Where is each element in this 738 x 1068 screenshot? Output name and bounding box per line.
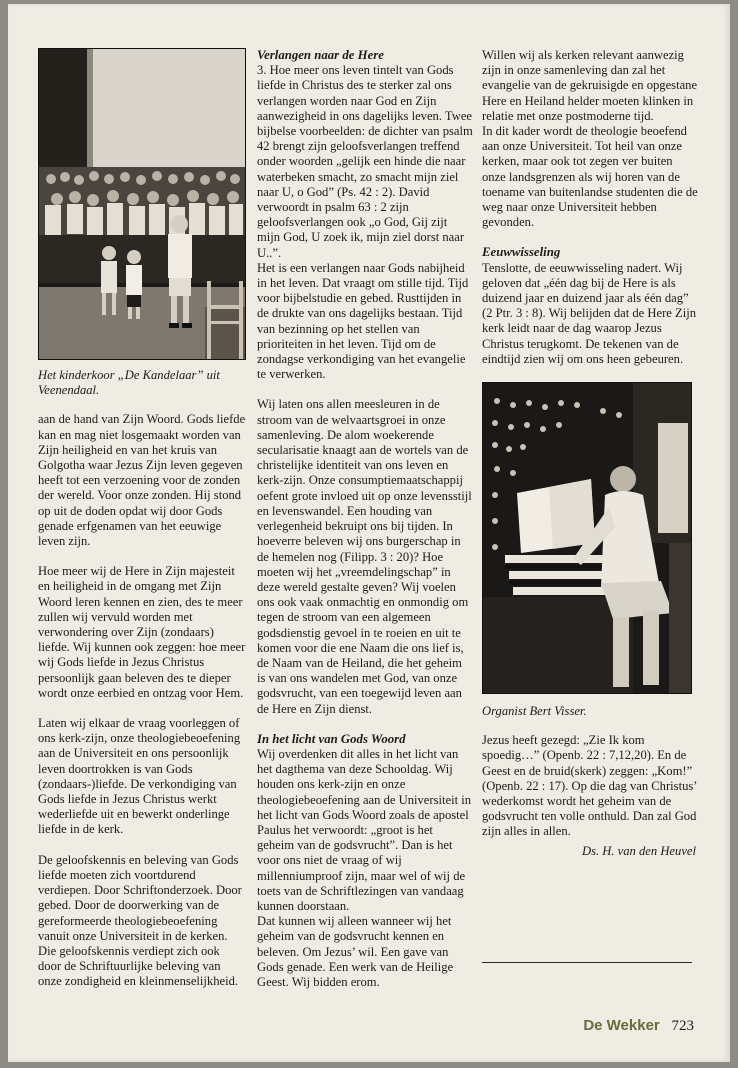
paragraph: Dat kunnen wij alleen wanneer wij het geheim van de godsvrucht kennen en beleven. Om Jezus’ wil. Een gave van Gods genade. Een werk van de Heilige Geest. Wij bidden erom.	[257, 914, 454, 989]
paragraph: Laten wij elkaar de vraag voorleggen of ons kerk-zijn, onze theologiebeoefening aan de Universiteit en ons persoonlijk leven doortrokken is van Gods (zondaars-)liefde. De verkondiging van Gods liefde in Jezus Christus werkt wederliefde uit en bewerkt onderlinge liefde in de kerk.	[38, 716, 241, 837]
choir-photo-image	[39, 49, 245, 359]
column-3	[482, 48, 698, 859]
section-heading: Verlangen naar de Here	[257, 48, 384, 62]
column-1	[38, 48, 246, 1005]
organist-photo-caption: Organist Bert Visser.	[482, 704, 587, 719]
paragraph: Jezus heeft gezegd: „Zie Ik kom spoedig…” (Openb. 22 : 7,12,20). En de Geest en de bruid(skerk) zeggen: „Kom!” (Openb. 22 : 17). Op die dag van Christus’ wederkomst wordt het geheim van de godsvrucht ten volle onthuld. Dan zal God zijn alles in allen.	[482, 733, 697, 839]
paragraph: Het is een verlangen naar Gods nabijheid in het leven. Dat vraagt om stille tijd. Tijd voor bijbelstudie en gebed. Rusttijden in de drukte van ons dagelijks bestaan. Tijd van bezinning op het stellen van prioriteiten in het leven. Tijd om de zondagse verkondiging van het evangelie te verwerken.	[257, 260, 469, 382]
magazine-page	[8, 4, 730, 1062]
paragraph: Wij laten ons allen meesleuren in de stroom van de welvaartsgroei in onze samenleving. De alom woekerende secularisatie knaagt aan de wortels van de christelijke identiteit van ons leven en kerk-zijn. Onze consumptiemaatschappij oefent grote invloed uit op onze levensstijl en levenswandel. Een houding van verlegenheid bekruipt ons bij tijden. In hoeverre beleven wij ons burgerschap in de hemelen nog (Filipp. 3 : 20)? Hoe moeten wij het „vreemdelingschap” in deze wereld gestalte geven? Wij voelen ons ook vaak onmachtig en onmondig om tegen de stroom van een algemeen godsdienstig gevoel in te roeien en uit te komen voor die ene Naam die ons lief is, de Naam van de Heiland, die het geheim is van ons wandelen met God, van onze godsvrucht, van een toegewijd leven aan de Here en Zijn dienst.	[257, 397, 472, 716]
paragraph: Willen wij als kerken relevant aanwezig zijn in onze samenleving dan zal het evangelie van de gekruisigde en opgestane Here en Heiland helder moeten klinken in relatie met onze postmoderne tijd.	[482, 48, 698, 123]
organist-photo	[482, 382, 692, 694]
page-footer	[583, 1017, 694, 1035]
choir-photo	[38, 48, 246, 360]
paragraph: Tenslotte, de eeuwwisseling nadert. Wij geloven dat „één dag bij de Here is als duizend jaar en duizend jaar als één dag” (2 Ptr. 3 : 8). Wij belijden dat de Here Zijn kerk leidt naar de dag waarop Jezus Christus terugkomt. De tekenen van de eindtijd zien wij om ons heen gebeuren.	[482, 260, 697, 366]
column-2	[257, 48, 473, 1005]
section-heading: Eeuwwisseling	[482, 245, 561, 260]
magazine-name: De Wekker	[583, 1017, 660, 1034]
paragraph: In dit kader wordt de theologie beoefend aan onze Universiteit. Tot heil van onze kerken, maar ook tot zegen ver buiten onze landsgrenzen als wij horen van de toename van buitenlandse studenten die de weg naar onze Universiteit hebben gevonden.	[482, 124, 698, 230]
organist-photo-image	[483, 383, 691, 693]
paragraph: De geloofskennis en beleving van Gods liefde moeten zich voortdurend verdiepen. Door Schriftonderzoek. Door gebed. Door de doorwerking van de gereformeerde theologiebeoefening vanuit onze Universiteit in de kerken. Die geloofskennis verdiept zich ook door de Schriftuurlijke beleving van onze zondigheid en kleinmenselijkheid.	[38, 852, 242, 989]
choir-photo-caption: Het kinderkoor „De Kandelaar” uit Veenendaal.	[38, 368, 220, 398]
divider	[482, 962, 692, 963]
author-signature: Ds. H. van den Heuvel	[581, 843, 696, 858]
paragraph: aan de hand van Zijn Woord. Gods liefde kan en mag niet losgemaakt worden van Zijn heiligheid en van het kruis van Golgotha waar Jezus Zijn leven gegeven heeft tot een verzoening voor de zonden der wereld. Voor onze zonden. Hij stond op uit de doden opdat wij door Gods genade erfgenamen van het eeuwige leven zijn.	[38, 412, 246, 549]
paragraph: 3. Hoe meer ons leven tintelt van Gods liefde in Christus des te sterker zal ons verlangen worden naar God en Zijn aanwezigheid in ons dagelijks leven. Twee bijbelse voorbeelden: de dichter van psalm 42 brengt zijn geloofsverlangen treffend onder woorden „gelijk een hinde die naar waterbeken smacht, zo smacht mijn ziel naar U, o God” (Ps. 42 : 2). David verwoordt in psalm 63 : 2 zijn geloofsverlangen ook „o God, Gij zijt mijn God, U zoek ik, mijn ziel dorst naar U..”.	[257, 63, 473, 260]
section-heading: In het licht van Gods Woord	[257, 731, 406, 746]
paragraph: Wij overdenken dit alles in het licht van het dagthema van deze Schooldag. Wij houden ons kerk-zijn en onze theologiebeoefening aan de Universiteit in het licht van Gods Woord zoals de apostel Paulus het verwoordt: „groot is het geheim van de godsvrucht”. Dan is het voor ons niet de vraag of wij millenniumproof zijn, maar wel of wij de toets van de Schriftlezingen van vandaag kunnen doorstaan.	[257, 746, 472, 913]
page-number: 723	[671, 1018, 694, 1034]
paragraph: Hoe meer wij de Here in Zijn majesteit en heiligheid in de omgang met Zijn Woord leren kennen en zien, des te meer zullen wij vervuld worden met verwondering over Zijn (zondaars) liefde. Wij kunnen ook zeggen: hoe meer wij Gods liefde in Jezus Christus persoonlijk gaan beleven des te dieper wordt onze eerbied en ontzag voor Hem.	[38, 564, 246, 700]
